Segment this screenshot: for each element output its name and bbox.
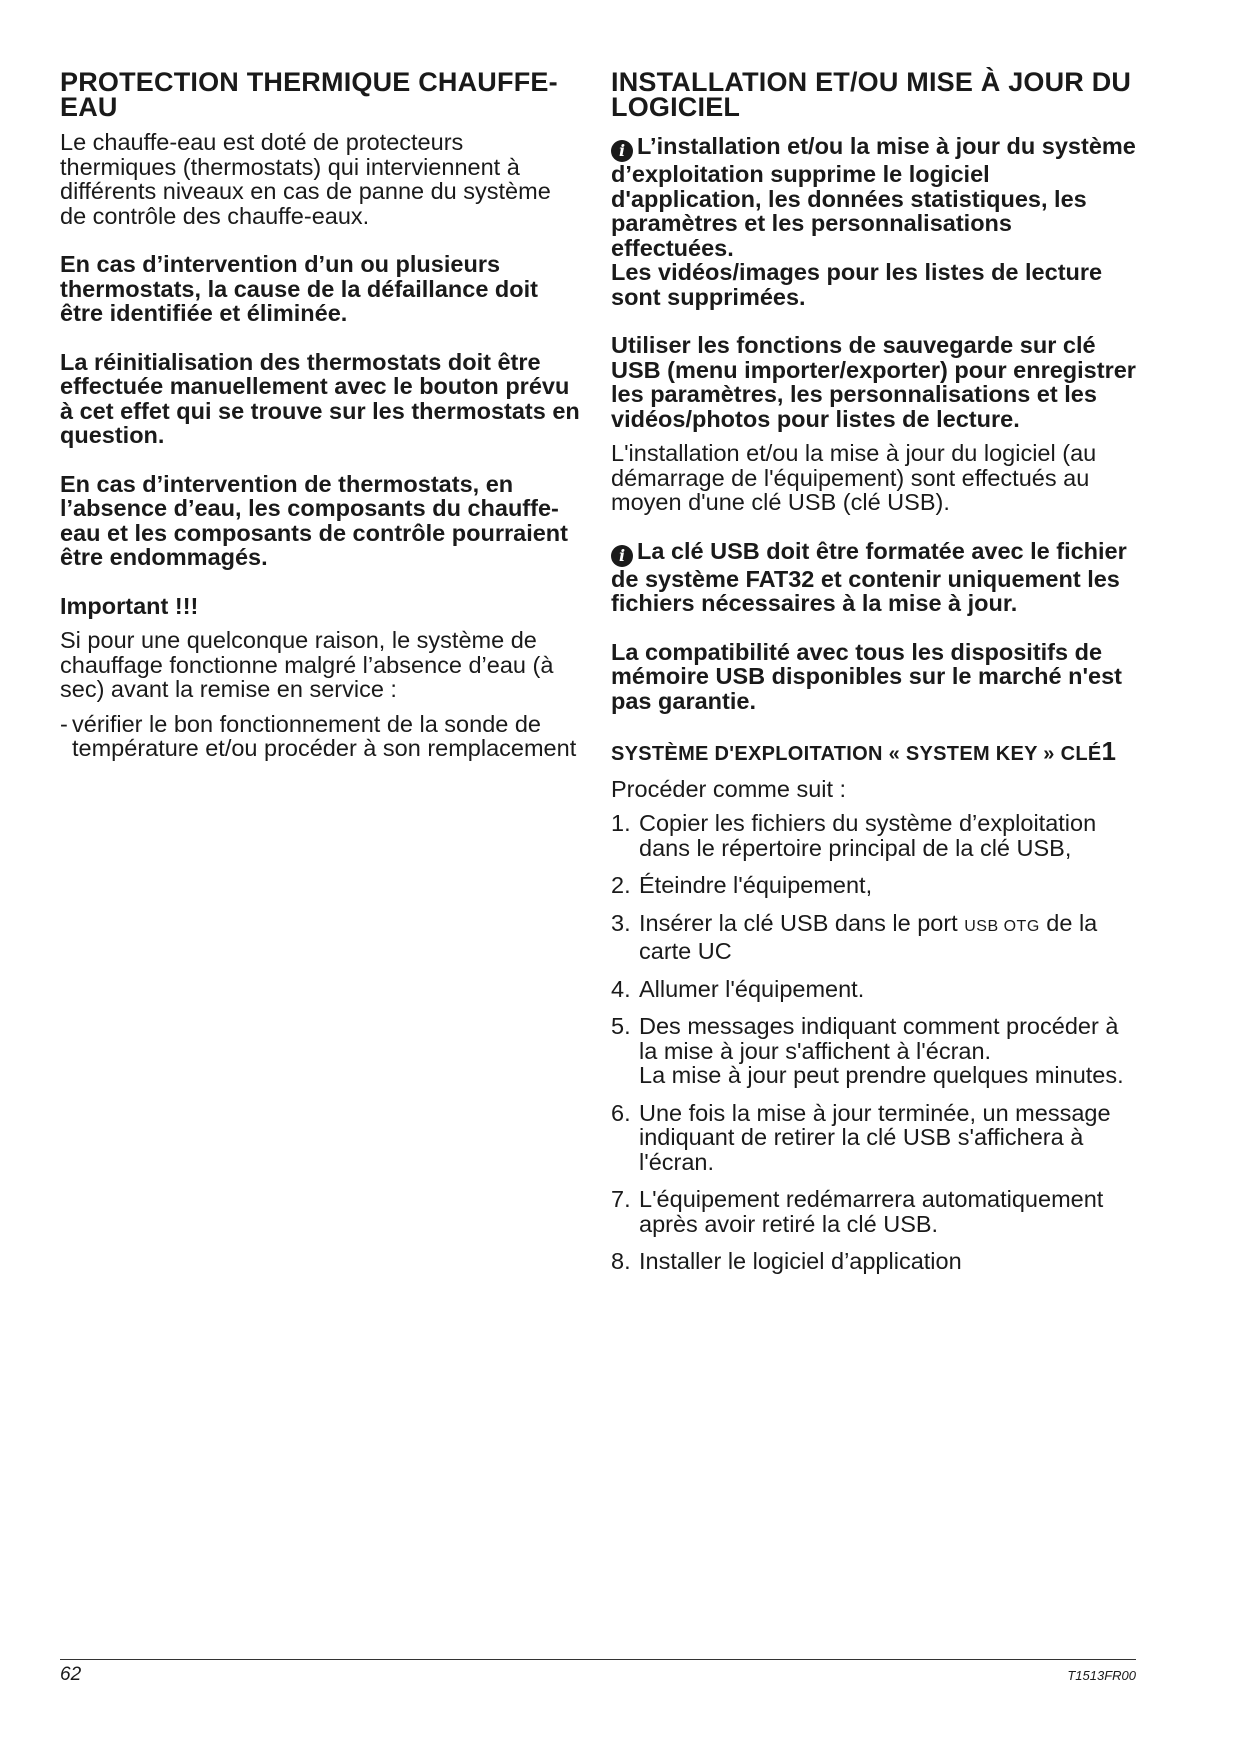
dash-bullet: - — [60, 710, 68, 737]
step-number: 1. — [611, 810, 631, 836]
info-note — [611, 134, 1136, 260]
step-text: Éteindre l'équipement, — [639, 872, 873, 898]
step-number: 6. — [611, 1099, 631, 1126]
step-text: Copier les fichiers du système d’exploitation dans le répertoire principal de la clé USB, — [639, 810, 1097, 861]
step-text-part: La mise à jour peut prendre quelques minutes. — [639, 1062, 1124, 1088]
subsection-heading-text: SYSTÈME D'EXPLOITATION « SYSTEM KEY » CLÉ — [611, 743, 1102, 765]
step-text — [639, 1014, 1136, 1088]
info-icon: i — [611, 545, 633, 567]
step-item — [611, 1101, 1136, 1175]
step-text-part: de la carte UC — [639, 909, 1098, 964]
step-item — [611, 1187, 1136, 1236]
subsection-heading-suffix: 1 — [1101, 736, 1117, 766]
step-text: Une fois la mise à jour terminée, un message indiquant de retirer la clé USB s'affichera à l'écran. — [639, 1099, 1111, 1175]
step-text — [639, 911, 1136, 964]
warning-paragraph: En cas d’intervention de thermostats, en l’absence d’eau, les composants du chauffe-eau et les composants de contrôle pourraient être endommagés. — [60, 470, 568, 570]
backup-note: Utiliser les fonctions de sauvegarde sur clé USB (menu importer/exporter) pour enregistrer les paramètres, les personnalisations et les vidéos/photos pour listes de lecture. — [611, 332, 1136, 432]
usb-paragraph: L'installation et/ou la mise à jour du logiciel (au démarrage de l'équipement) sont effectués au moyen d'une clé USB (clé USB). — [611, 440, 1097, 515]
footer-divider — [60, 1659, 1136, 1660]
info-icon: i — [611, 140, 633, 162]
step-number: 8. — [611, 1248, 631, 1274]
info-note — [611, 539, 1136, 616]
list-item-text: vérifier le bon fonctionnement de la sonde de température et/ou procéder à son remplacement — [72, 710, 577, 761]
left-column — [60, 67, 580, 761]
step-text: Allumer l'équipement. — [639, 975, 865, 1002]
step-item — [611, 873, 1136, 898]
step-text-part: Insérer la clé USB dans le port — [639, 909, 965, 936]
step-number: 7. — [611, 1186, 631, 1212]
intro-paragraph: Le chauffe-eau est doté de protecteurs thermiques (thermostats) qui interviennent à différents niveaux en cas de panne du système de contrôle des chauffe-eaux. — [60, 129, 551, 229]
step-number: 4. — [611, 975, 631, 1002]
important-label: Important !!! — [60, 592, 199, 619]
step-text: L'équipement redémarrera automatiquement après avoir retiré la clé USB. — [639, 1186, 1104, 1237]
section-heading-thermal-protection: PROTECTION THERMIQUE CHAUFFE-EAU — [60, 67, 558, 122]
document-code: T1513FR00 — [1067, 1668, 1136, 1683]
info-note-text: La clé USB doit être formatée avec le fichier de système FAT32 et contenir uniquement les fichiers nécessaires à la mise à jour. — [611, 537, 1127, 616]
step-number: 2. — [611, 872, 631, 898]
warning-paragraph: En cas d’intervention d’un ou plusieurs thermostats, la cause de la défaillance doit être identifiée et éliminée. — [60, 251, 538, 326]
step-text: Installer le logiciel d’application — [639, 1248, 962, 1274]
step-text-part: Des messages indiquant comment procéder à la mise à jour s'affichent à l'écran. — [639, 1013, 1119, 1064]
important-paragraph: Si pour une quelconque raison, le système de chauffage fonctionne malgré l’absence d’eau (à sec) avant la remise en service : — [60, 627, 554, 702]
step-item — [611, 911, 1136, 964]
section-heading-software-install: INSTALLATION ET/OU MISE À JOUR DU LOGICIEL — [611, 67, 1132, 122]
info-note-text: Les vidéos/images pour les listes de lecture sont supprimées. — [611, 259, 1103, 310]
step-number: 5. — [611, 1013, 631, 1039]
right-column — [611, 67, 1136, 1287]
warning-paragraph: La réinitialisation des thermostats doit être effectuée manuellement avec le bouton prévu à cet effet qui se trouve sur les thermostats en question. — [60, 348, 580, 448]
procedure-steps — [611, 811, 1136, 1274]
step-item — [611, 977, 1136, 1002]
page-number: 62 — [60, 1664, 82, 1685]
step-item — [611, 1014, 1136, 1088]
list-item — [60, 712, 580, 761]
procedure-intro: Procéder comme suit : — [611, 775, 847, 802]
step-number: 3. — [611, 909, 631, 936]
subsection-heading — [611, 736, 1136, 767]
info-note-text: L’installation et/ou la mise à jour du système d’exploitation supprime le logiciel d'application, les données statistiques, les paramètres et les personnalisations effectuées. — [611, 133, 1136, 261]
port-label: USB OTG — [964, 917, 1040, 935]
compatibility-note: La compatibilité avec tous les dispositifs de mémoire USB disponibles sur le marché n'est pas garantie. — [611, 638, 1122, 714]
step-item — [611, 811, 1136, 860]
step-item — [611, 1249, 1136, 1274]
